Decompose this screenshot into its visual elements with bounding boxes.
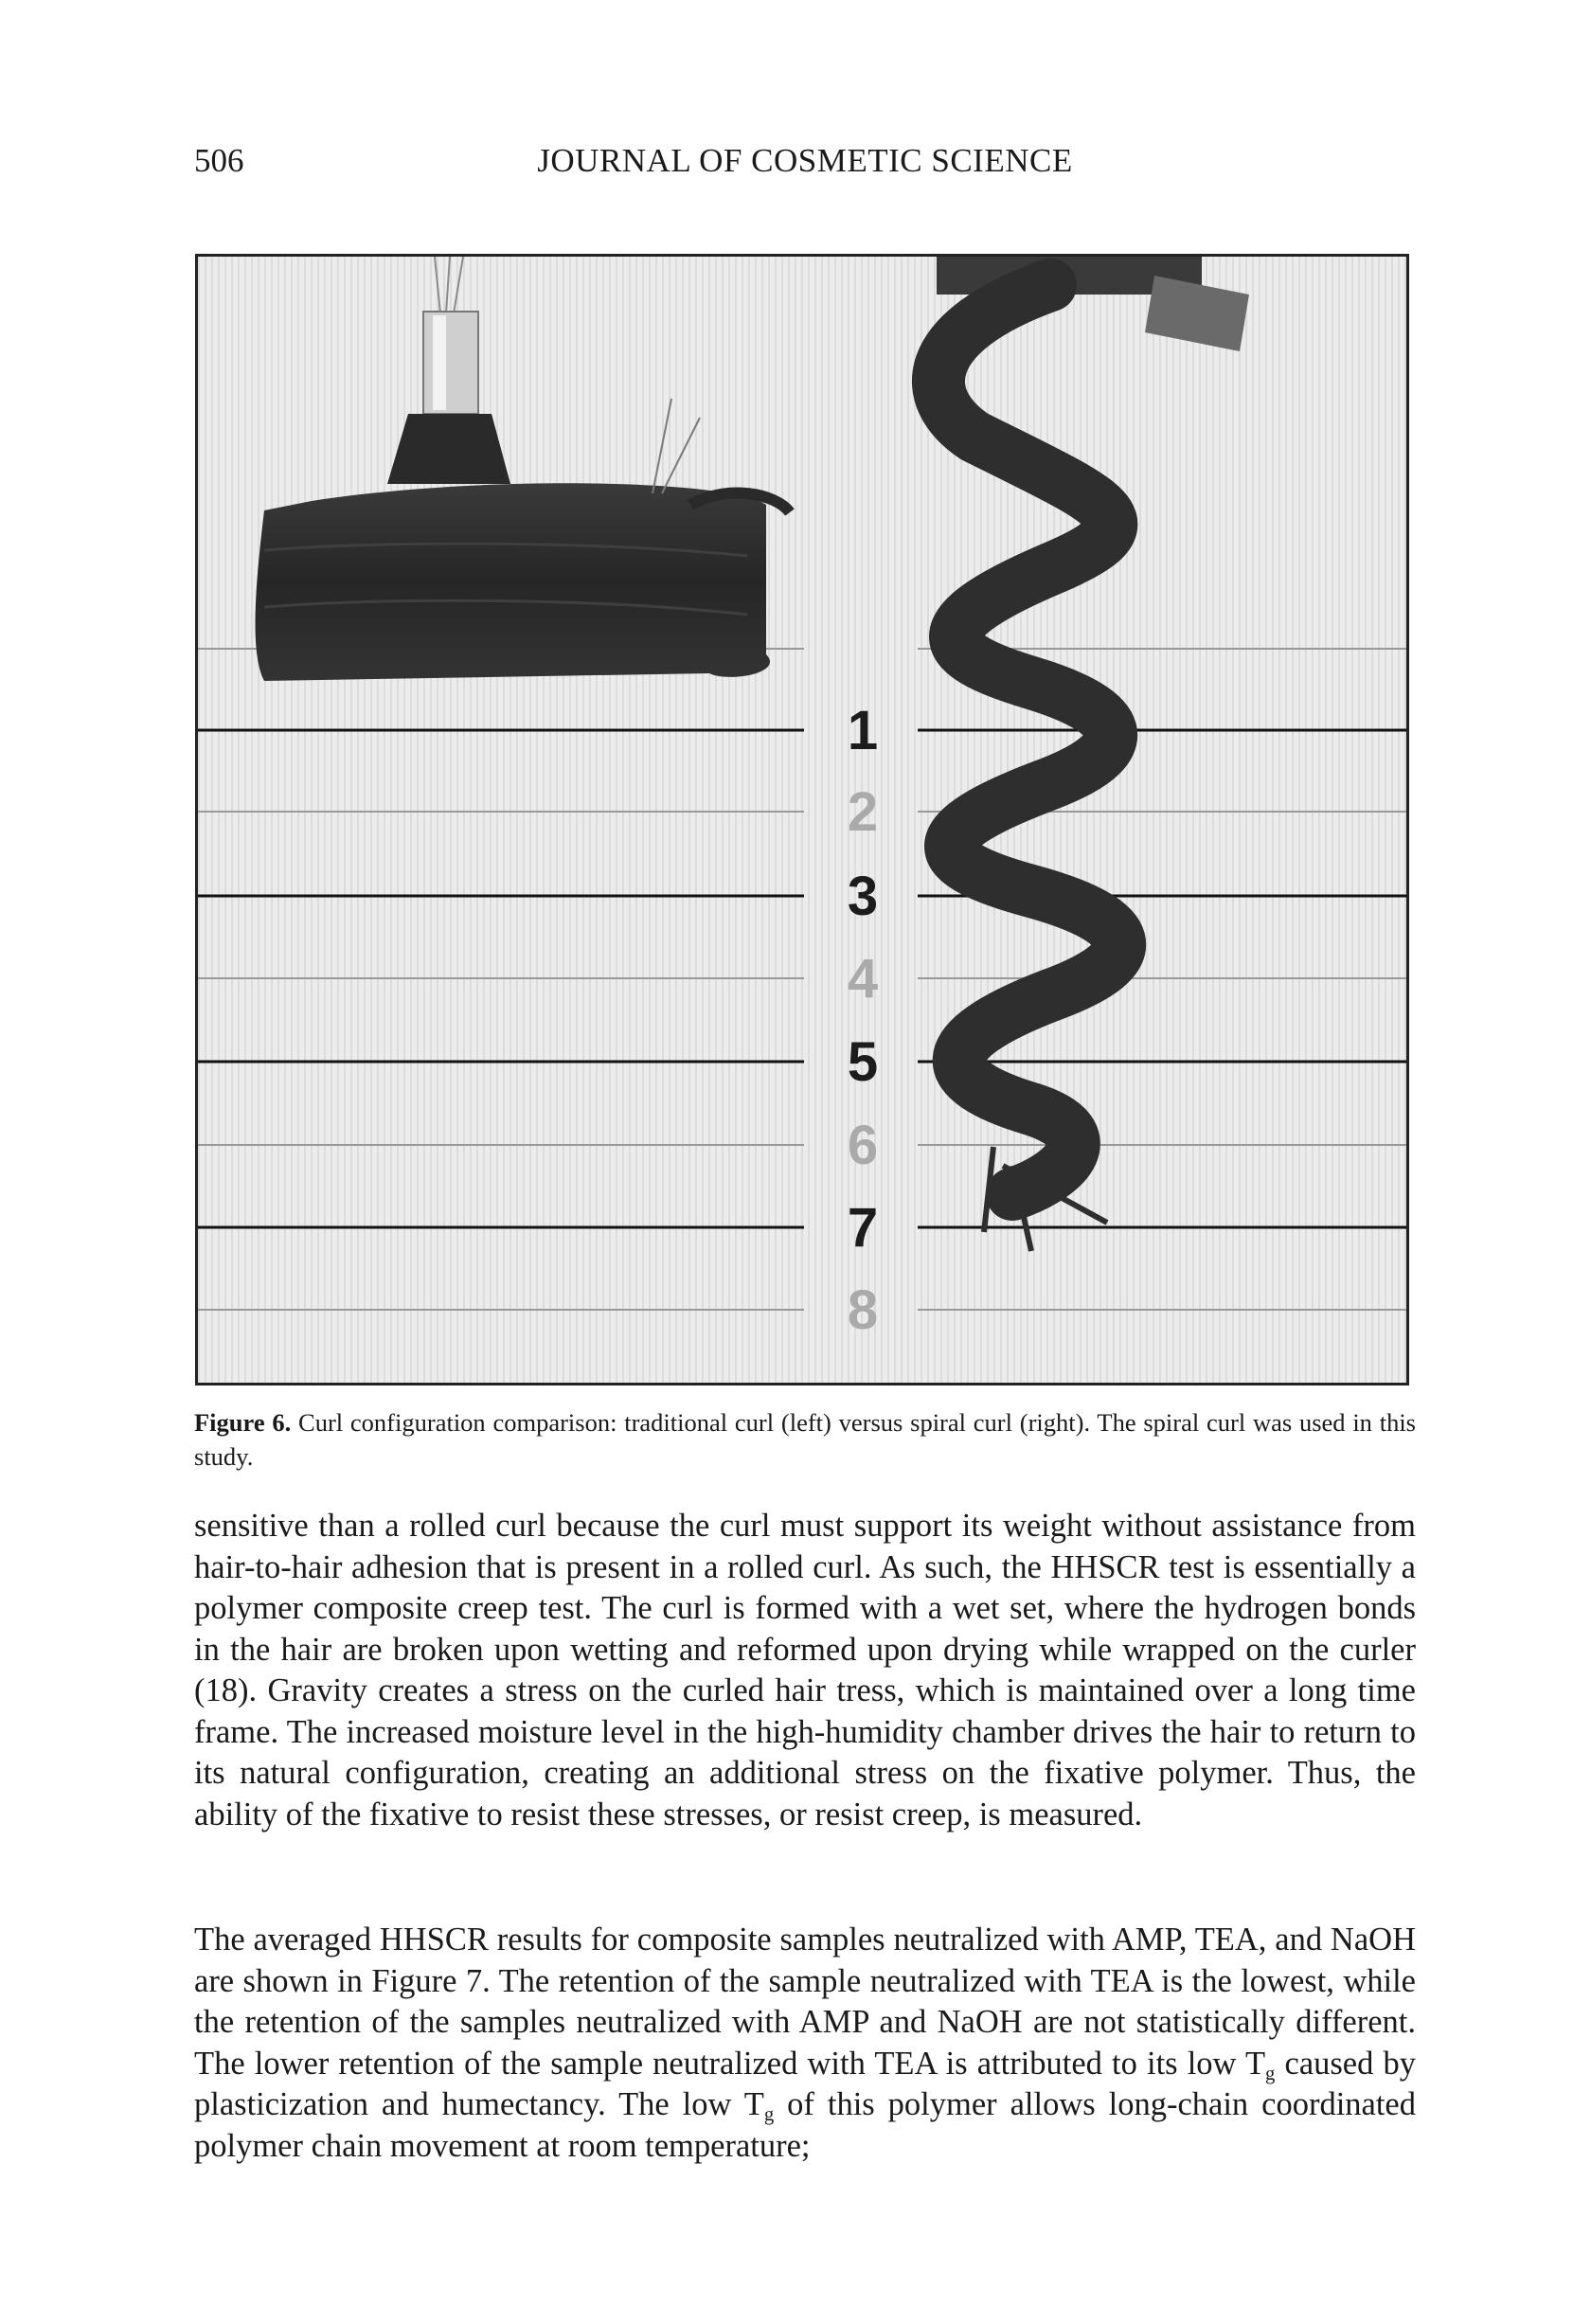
- scale-number-3: 3: [847, 866, 879, 927]
- figure-caption: [194, 1405, 1416, 1474]
- scale-number-7: 7: [847, 1197, 879, 1259]
- scale-number-2: 2: [847, 781, 879, 843]
- figure-6-photo: [195, 254, 1409, 1385]
- scale-number-1: 1: [847, 700, 879, 761]
- figure-label: Figure 6.: [194, 1408, 292, 1437]
- body-paragraph-2: [194, 1920, 1416, 2167]
- curl-clip-icon: [423, 312, 478, 414]
- paragraph-2-text-c: of this polymer allows long-chain coordinated polymer chain movement at room temperature;: [194, 2086, 1416, 2164]
- scale-number-5: 5: [847, 1031, 879, 1093]
- body-paragraph-1: sensitive than a rolled curl because the curl must support its weight without assistance from hair-to-hair adhesion that is present in a rolled curl. As such, the HHSCR test is essentially a polymer composite creep test. The curl is formed with a wet set, where the hydrogen bonds in the hair are broken upon wetting and reformed upon drying while wrapped on the curler (18). Gravity creates a stress on the curled hair tress, which is maintained over a long time frame. The increased moisture level in the high-humidity chamber drives the hair to return to its natural configuration, creating an additional stress on the fixative polymer. Thus, the ability of the fixative to resist these stresses, or resist creep, is measured.: [194, 1508, 1416, 1832]
- page-number: 506: [194, 142, 244, 179]
- journal-title: JOURNAL OF COSMETIC SCIENCE: [537, 142, 1073, 179]
- running-head: [194, 142, 1416, 189]
- paragraph-2-text-a: The averaged HHSCR results for composite samples neutralized with AMP, TEA, and NaOH are shown in Figure 7. The retention of the sample neutralized with TEA is the lowest, while the retention of the samples neutralized with AMP and NaOH are not statistically different. The lower retention of the sample neutralized with TEA is attributed to its low T: [194, 1922, 1416, 2082]
- board-background: [198, 257, 1406, 1383]
- scale-number-4: 4: [847, 948, 879, 1010]
- curl-comparison-photo: [198, 257, 1406, 1383]
- figure-caption-text: Curl configuration comparison: traditional curl (left) versus spiral curl (right). The spiral curl was used in this study.: [194, 1408, 1416, 1471]
- scale-number-6: 6: [847, 1115, 879, 1176]
- subscript-g: g: [1265, 2063, 1276, 2084]
- scale-number-8: 8: [847, 1279, 879, 1341]
- paragraph-2-text-b: caused by plasticization and humectancy. The low T: [194, 2045, 1416, 2122]
- subscript-g: g: [763, 2104, 775, 2126]
